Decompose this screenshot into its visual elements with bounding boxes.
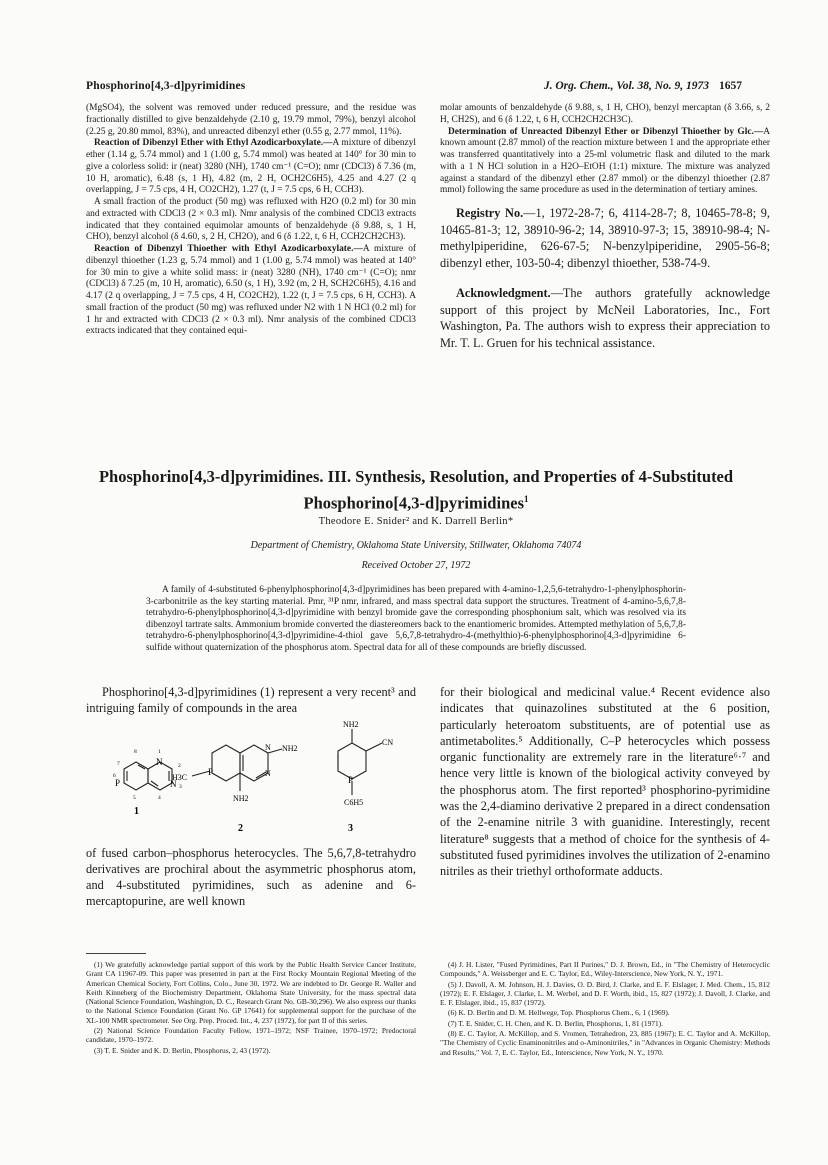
paragraph: for their biological and medicinal value.⁴ Recent evidence also indicates that quinazolines substituted at the 6 position, particularly heteroatom substituents, are of potential use as antimetabolites.⁵ Additionally, C–P heterocycles which possess organic functionality are extremely rare in the literature⁶·⁷ and hence very little is known of the biological activity conveyed by the phosphorus atom. The first reported³ phosphorino-pyrimidine was the 2,4-diamino derivative 2 prepared in a direct condensation of the 2-enamine nitrile 3 with guanidine. Interestingly, recent literature⁸ suggests that a method of choice for the synthesis of 4-substituted fused pyrimidines involves the utilization of 2-enamino nitriles as their triethyl orthoformate adducts.	[440, 685, 770, 879]
article-title	[86, 466, 746, 515]
ring-label: 5	[133, 794, 136, 801]
journal-citation: J. Org. Chem., Vol. 38, No. 9, 1973	[543, 80, 709, 92]
structure-3-nh2: NH2	[343, 719, 359, 729]
paragraph: molar amounts of benzaldehyde (δ 9.88, s, 1 H, CHO), benzyl mercaptan (δ 3.66, s, 2 H, CH2S), and 6 (δ 1.22, t, 6 H, CCH2CH2CH3C).	[440, 103, 770, 125]
footnote: (5) J. Davoll, A. M. Johnson, H. J. Davies, O. D. Bird, J. Clarke, and E. F. Elslager, J. Med. Chem., 15, 812 (1972); E. F. Elslager, J. Clarke, L. M. Werbel, and D. F. Worth, ibid., 15, 827 (1972); J. Davoll, J. Clarke, and E. F. Elslager, ibid., 15, 837 (1972).	[440, 979, 770, 1008]
structure-1-label: 1	[134, 805, 139, 817]
footnote: (4) J. H. Lister, "Fused Pyrimidines, Part II Purines," D. J. Brown, Ed., in "The Chemistry of Heterocyclic Compounds," A. Weissberger and E. C. Taylor, Ed., Wiley-Interscience, New York, N. Y., 1971.	[440, 960, 770, 979]
received-date: Received October 27, 1972	[361, 560, 471, 571]
previous-article-right-column	[440, 103, 770, 351]
structure-2-substituent: H3C	[172, 772, 188, 782]
footnote-rule	[86, 953, 146, 954]
structure-3-cn: CN	[382, 737, 394, 747]
running-head-title: Phosphorino[4,3-d]pyrimidines	[86, 80, 246, 92]
footnote: (1) We gratefully acknowledge partial support of this work by the Public Health Service Cancer Institute, Grant CA 11967-09. This paper was presented in part at the First Rocky Mountain Regional Meeting of the American Chemical Society, Fort Collins, Colo., June 30, 1972. We are indebted to Dr. George R. Waller and Keith Kinneberg of the Biochemistry Department, Oklahoma State University, for the mass spectral data (National Science Foundation, Washington, D. C., Research Grant No. GB-30,296). We also express our thanks to the National Science Foundation (Grant No. GP 17641) for supplemental support for the purchase of the XL-100 NMR spectrometer. See Org. Prep. Proced. Int., 4, 237 (1972), for part II of this series.	[86, 960, 416, 1025]
structure-2-atom-n-bottom: N	[265, 768, 271, 778]
paragraph: (MgSO4), the solvent was removed under reduced pressure, and the residue was fractionally distilled to give benzaldehyde (2.10 g, 19.79 mmol, 79%), benzyl alcohol (2.25 g, 20.80 mmol, 83%), and unreacted dibenzyl ether (0.55 g, 2.77 mmol, 11%).	[86, 103, 416, 137]
previous-article-left-column	[86, 103, 416, 338]
structure-drawings	[86, 719, 416, 841]
acknowledgment-text: —The authors gratefully acknowledge support of this project by McNeil Laboratories, Inc., Fort Washington, Pa. The authors wish to express their appreciation to Mr. T. L. Gruen for his technical assistance.	[440, 286, 770, 350]
structure-2-nh2-bottom: NH2	[233, 793, 249, 803]
structure-3-label: 3	[348, 822, 353, 834]
registry-numbers	[440, 205, 770, 271]
authors: Theodore E. Snider² and K. Darrell Berlin*	[318, 516, 514, 527]
ring-label: 3	[179, 783, 182, 790]
structure-1	[124, 762, 172, 790]
footnote: (2) National Science Foundation Faculty Fellow, 1971–1972; NSF Trainee, 1970–1972; Predoctoral candidate, 1970–1972.	[86, 1026, 416, 1045]
abstract: A family of 4-substituted 6-phenylphosphorino[4,3-d]pyrimidines has been prepared with 4-amino-1,2,5,6-tetrahydro-1-phenylphosphorin-3-carbonitrile as the key starting material. Pmr, ³¹P nmr, infrared, and mass spectral data support the structures. Treatment of 4-amino-5,6,7,8-tetrahydro-6-phenylphosphorino[4,3-d]pyrimidine with benzyl bromide gave the corresponding phosphonium salt, which was resolved via its dibenzoyl tartrate salts. Ammonium bromide converted the diastereomers back to the enantiomeric bromides. Attempted methylation of 5,6,7,8-tetrahydro-6-phenylphosphorino[4,3-d]pyrimidine-4-thiol gave 5,6,7,8-tetrahydro-4-(methylthio)-6-phenylphosphorino[4,3-d]pyrimidine 6-sulfide without quaternization of the phosphorus atom. Spectral data for all of these compounds are briefly discussed.	[146, 585, 686, 653]
structure-2-nh2-top: NH2	[282, 743, 298, 753]
running-head	[86, 80, 742, 96]
structure-1-atom-n3: N	[170, 778, 177, 789]
section-heading: Reaction of Dibenzyl Ether with Ethyl Azodicarboxylate.—	[94, 138, 333, 149]
section-heading: Determination of Unreacted Dibenzyl Ether or Dibenzyl Thioether by Glc.—	[448, 126, 764, 137]
article-title-text: Phosphorino[4,3-d]pyrimidines. III. Synthesis, Resolution, and Properties of 4-Substituted Phosphorino[4,3-d]pyrimidines	[98, 467, 734, 513]
structure-2-atom-n-top: N	[265, 742, 271, 752]
ring-label: 6	[113, 772, 116, 779]
registry-text: —1, 1972-28-7; 6, 4114-28-7; 8, 10465-78-8; 9, 10465-81-3; 12, 38910-96-2; 14, 38910-97-3; 15, 38910-98-4; N-methylpiperidine, 626-67-5; N-benzylpiperidine, 2905-56-8; dibenzyl ether, 103-50-4; dibenzyl thioether, 538-74-9.	[440, 206, 770, 270]
structure-1-atom-n1: N	[156, 756, 163, 767]
ring-label: 1	[158, 748, 161, 755]
paragraph-text: A known amount (2.87 mmol) of the reaction mixture between 1 and the appropriate ether was transferred quantitatively into a 25-ml volumetric flask and diluted to the mark with a 1 N HCl solution in a H2O–EtOH (1:1) mixture. The mixture was analyzed against a standard of the dibenzyl ether (2.87 mmol) or the dibenzyl thioether (2.87 mmol) following the same procedure as used in the determination of tertiary amines.	[440, 126, 770, 196]
body-right-column	[440, 684, 770, 880]
affiliation: Department of Chemistry, Oklahoma State University, Stillwater, Oklahoma 74074	[250, 540, 582, 551]
structure-3	[338, 729, 382, 795]
acknowledgment-label: Acknowledgment.	[456, 286, 551, 300]
footnote: (3) T. E. Snider and K. D. Berlin, Phosphorus, 2, 43 (1972).	[94, 1045, 271, 1055]
paragraph: A small fraction of the product (50 mg) was refluxed with H2O (0.2 ml) for 30 min and extracted with CDCl3 (2 × 0.3 ml). Nmr analysis of the combined CDCl3 extracts indicated that they contained equimolar amounts of benzaldehyde (δ 9.88, s, 1 H, CHO), benzyl alcohol (δ 4.60, s, 2 H, CH2O), and 6 (δ 1.22, t, 6 H, CCH2CH2CH3).	[86, 197, 416, 243]
structure-3-atom-p: P	[348, 774, 354, 785]
paragraph-text: A mixture of dibenzyl thioether (1.23 g, 5.74 mmol) and 1 (1.00 g, 5.74 mmol) was heated at 140° for 30 min to give a white solid mass: ir (neat) 3280 (NH), 1740 cm⁻¹ (C=O); nmr (CDCl3) δ 7.25 (m, 10 H, aromatic), 6.50 (s, 1 H), 3.92 (m, 2 H, SCH2C6H5), 4.16 and 4.17 (2 q overlapping, J = 7.5 cps, 4 H, CO2CH2), 1.22 (t, J = 7.5 cps, 6 H, CCH3). A small fraction of the product (50 mg) was refluxed under N2 with 1 N HCl (0.2 ml) for 1 hr and extracted with CDCl3 (2 × 0.3 ml). Nmr analysis of the combined CDCl3 extracts indicated that they contained equi-	[86, 244, 416, 337]
running-head-journal	[544, 80, 742, 92]
paragraph	[440, 127, 770, 198]
structure-1-atom-p: P	[115, 777, 121, 788]
ring-label: 7	[117, 760, 120, 767]
paragraph-text: A mixture of dibenzyl ether (1.14 g, 5.74 mmol) and 1 (1.00 g, 5.74 mmol) was heated at 140° for 30 min to give a colorless solid: ir (neat) 3280 (NH), 1740 cm⁻¹ (C=O); nmr (CDCl3) δ 7.36 (m, 10 H, aromatic), 6.48 (s, 1 H), 4.82 (m, 2 H, OCH2C6H5), 4.25 and 4.27 (2 q overlapping, J = 7.5 cps, 4 H, CO2CH2), 1.27 (t, J = 7.5 cps, 6 H, CCH3).	[86, 138, 416, 196]
registry-label: Registry No.	[456, 206, 524, 220]
paragraph: of fused carbon–phosphorus heterocycles. The 5,6,7,8-tetrahydro derivatives are prochiral about the asymmetric phosphorus atom, and 4-substituted pyrimidines, such as adenine and 6-mercaptopurine, are well known	[86, 845, 416, 909]
structure-2-atom-p: P	[208, 766, 214, 777]
paragraph: Phosphorino[4,3-d]pyrimidines (1) represent a very recent³ and intriguing family of compounds in the area	[86, 685, 416, 716]
ring-label: 4	[158, 794, 161, 801]
footnotes-right	[440, 960, 770, 1058]
structure-3-phenyl: C6H5	[344, 797, 364, 807]
ring-label: 8	[134, 748, 137, 755]
section-heading: Reaction of Dibenzyl Thioether with Ethyl Azodicarboxylate.—	[94, 244, 363, 254]
title-footnote-marker: 1	[524, 494, 529, 504]
page-number: 1657	[719, 80, 742, 92]
structure-2-label: 2	[238, 822, 243, 834]
paragraph	[86, 138, 416, 197]
chemical-structures	[86, 719, 416, 841]
footnote: (7) T. E. Snider, C. H. Chen, and K. D. Berlin, Phosphorus, 1, 81 (1971).	[448, 1018, 663, 1028]
footnotes-left	[86, 960, 416, 1056]
footnote: (8) E. C. Taylor, A. McKillop, and S. Vromen, Tetrahedron, 23, 885 (1967); E. C. Taylor and A. McKillop, "The Chemistry of Cyclic Enaminonitriles and o-Aminonitriles," in "Advances in Organic Chemistry: Methods and Results," Vol. 7, E. C. Taylor, Ed., Interscience, New York, N. Y., 1970.	[440, 1029, 770, 1057]
ring-label: 2	[178, 762, 181, 769]
footnote: (6) K. D. Berlin and D. M. Hellwege, Top. Phosphorus Chem., 6, 1 (1969).	[448, 1008, 670, 1018]
acknowledgment	[440, 285, 770, 351]
body-left-column	[86, 684, 416, 910]
paragraph	[86, 244, 416, 338]
